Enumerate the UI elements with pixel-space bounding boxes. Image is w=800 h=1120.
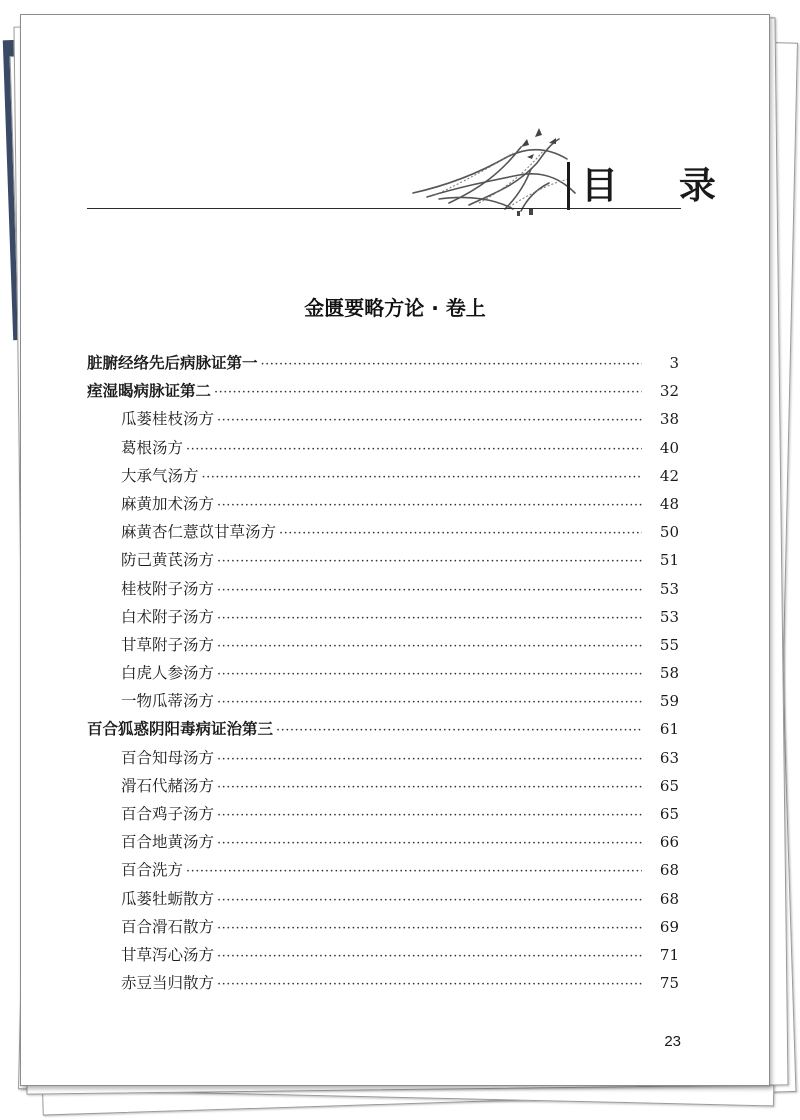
dot-leader <box>217 492 642 520</box>
toc-label: 大承气汤方 <box>121 466 199 485</box>
toc-entry-row[interactable] <box>87 969 679 997</box>
volume-title: 金匮要略方论 · 卷上 <box>304 296 486 320</box>
toc-label: 甘草附子汤方 <box>121 635 215 654</box>
page-number: 23 <box>664 1033 681 1050</box>
toc-entry-row[interactable] <box>87 434 679 462</box>
toc-page-number: 32 <box>659 382 679 401</box>
toc-entry-row[interactable] <box>87 546 679 574</box>
toc-label: 白术附子汤方 <box>121 607 215 626</box>
dot-leader <box>186 436 642 464</box>
toc-page-number: 63 <box>659 748 679 767</box>
header-rule <box>87 208 681 209</box>
toc-page-number: 66 <box>659 833 679 852</box>
toc-entry-row[interactable] <box>87 856 679 884</box>
dot-leader <box>217 830 642 858</box>
dot-leader <box>217 746 642 774</box>
toc-page-number: 40 <box>659 438 679 457</box>
toc-label: 一物瓜蒂汤方 <box>121 692 215 711</box>
orchid-ornament <box>409 123 581 219</box>
toc-page-number: 55 <box>659 635 679 654</box>
dot-leader <box>217 605 642 633</box>
toc-entry-row[interactable] <box>87 913 679 941</box>
dot-leader <box>217 802 642 830</box>
toc-page-number: 68 <box>659 861 679 880</box>
toc-label: 百合滑石散方 <box>121 917 215 936</box>
toc-label: 瓜蒌牡蛎散方 <box>121 889 215 908</box>
toc-label: 桂枝附子汤方 <box>121 579 215 598</box>
dot-leader <box>217 774 642 802</box>
toc-label: 百合鸡子汤方 <box>121 805 215 823</box>
toc-page-number: 68 <box>659 889 679 908</box>
dot-leader <box>217 689 642 717</box>
toc-label: 百合狐惑阴阳毒病证治第三 <box>87 720 274 739</box>
dot-leader <box>217 971 642 999</box>
toc-entry-row[interactable] <box>87 885 679 913</box>
toc-page-number: 65 <box>659 776 679 795</box>
table-of-contents <box>87 349 679 997</box>
toc-page-number: 69 <box>659 917 679 936</box>
dot-leader <box>276 717 642 745</box>
dot-leader <box>217 915 642 943</box>
dot-leader <box>217 577 642 605</box>
toc-page-number: 51 <box>659 551 679 570</box>
toc-entry-row[interactable] <box>87 828 679 856</box>
toc-entry-row[interactable] <box>87 772 679 800</box>
toc-label: 葛根汤方 <box>121 438 184 457</box>
toc-entry-row[interactable] <box>87 631 679 659</box>
toc-page-number: 65 <box>659 805 679 823</box>
toc-entry-row[interactable] <box>87 575 679 603</box>
toc-page-number: 3 <box>669 354 679 372</box>
dot-leader <box>217 887 642 915</box>
toc-label: 痓湿暍病脉证第二 <box>87 382 212 401</box>
toc-label: 瓜蒌桂枝汤方 <box>121 410 215 429</box>
toc-chapter-row[interactable] <box>87 377 679 405</box>
page-title: 目 录 <box>581 163 740 207</box>
toc-label: 甘草泻心汤方 <box>121 945 215 964</box>
toc-page-number: 42 <box>659 466 679 485</box>
toc-page-number: 71 <box>659 945 679 964</box>
toc-page-number: 50 <box>659 523 679 542</box>
toc-entry-row[interactable] <box>87 405 679 433</box>
title-bar-divider <box>567 162 570 210</box>
toc-label: 滑石代赭汤方 <box>121 776 215 795</box>
toc-label: 百合洗方 <box>121 861 184 880</box>
toc-label: 百合地黄汤方 <box>121 833 215 852</box>
toc-label: 脏腑经络先后病脉证第一 <box>87 354 258 372</box>
dot-leader <box>279 520 642 548</box>
toc-page-number: 53 <box>659 579 679 598</box>
book-page <box>20 14 770 1086</box>
toc-page-number: 38 <box>659 410 679 429</box>
dot-leader <box>217 407 642 435</box>
toc-entry-row[interactable] <box>87 744 679 772</box>
toc-chapter-row[interactable] <box>87 349 679 377</box>
dot-leader <box>217 943 642 971</box>
toc-page-number: 75 <box>659 974 679 993</box>
toc-entry-row[interactable] <box>87 800 679 828</box>
dot-leader <box>186 858 642 886</box>
toc-entry-row[interactable] <box>87 687 679 715</box>
toc-chapter-row[interactable] <box>87 715 679 743</box>
dot-leader <box>214 379 642 407</box>
toc-entry-row[interactable] <box>87 659 679 687</box>
toc-label: 防己黄芪汤方 <box>121 551 215 570</box>
dot-leader <box>202 464 642 492</box>
toc-entry-row[interactable] <box>87 941 679 969</box>
toc-label: 百合知母汤方 <box>121 748 215 767</box>
toc-page-number: 53 <box>659 607 679 626</box>
toc-page-number: 61 <box>659 720 679 739</box>
dot-leader <box>217 633 642 661</box>
toc-entry-row[interactable] <box>87 490 679 518</box>
toc-entry-row[interactable] <box>87 603 679 631</box>
dot-leader <box>217 548 642 576</box>
toc-entry-row[interactable] <box>87 518 679 546</box>
toc-label: 麻黄加术汤方 <box>121 494 215 513</box>
toc-label: 赤豆当归散方 <box>121 974 215 993</box>
toc-page-number: 48 <box>659 494 679 513</box>
dot-leader <box>261 351 642 379</box>
toc-label: 麻黄杏仁薏苡甘草汤方 <box>121 523 277 542</box>
toc-page-number: 59 <box>659 692 679 711</box>
toc-entry-row[interactable] <box>87 462 679 490</box>
toc-label: 白虎人参汤方 <box>121 664 215 683</box>
dot-leader <box>217 661 642 689</box>
toc-page-number: 58 <box>659 664 679 683</box>
